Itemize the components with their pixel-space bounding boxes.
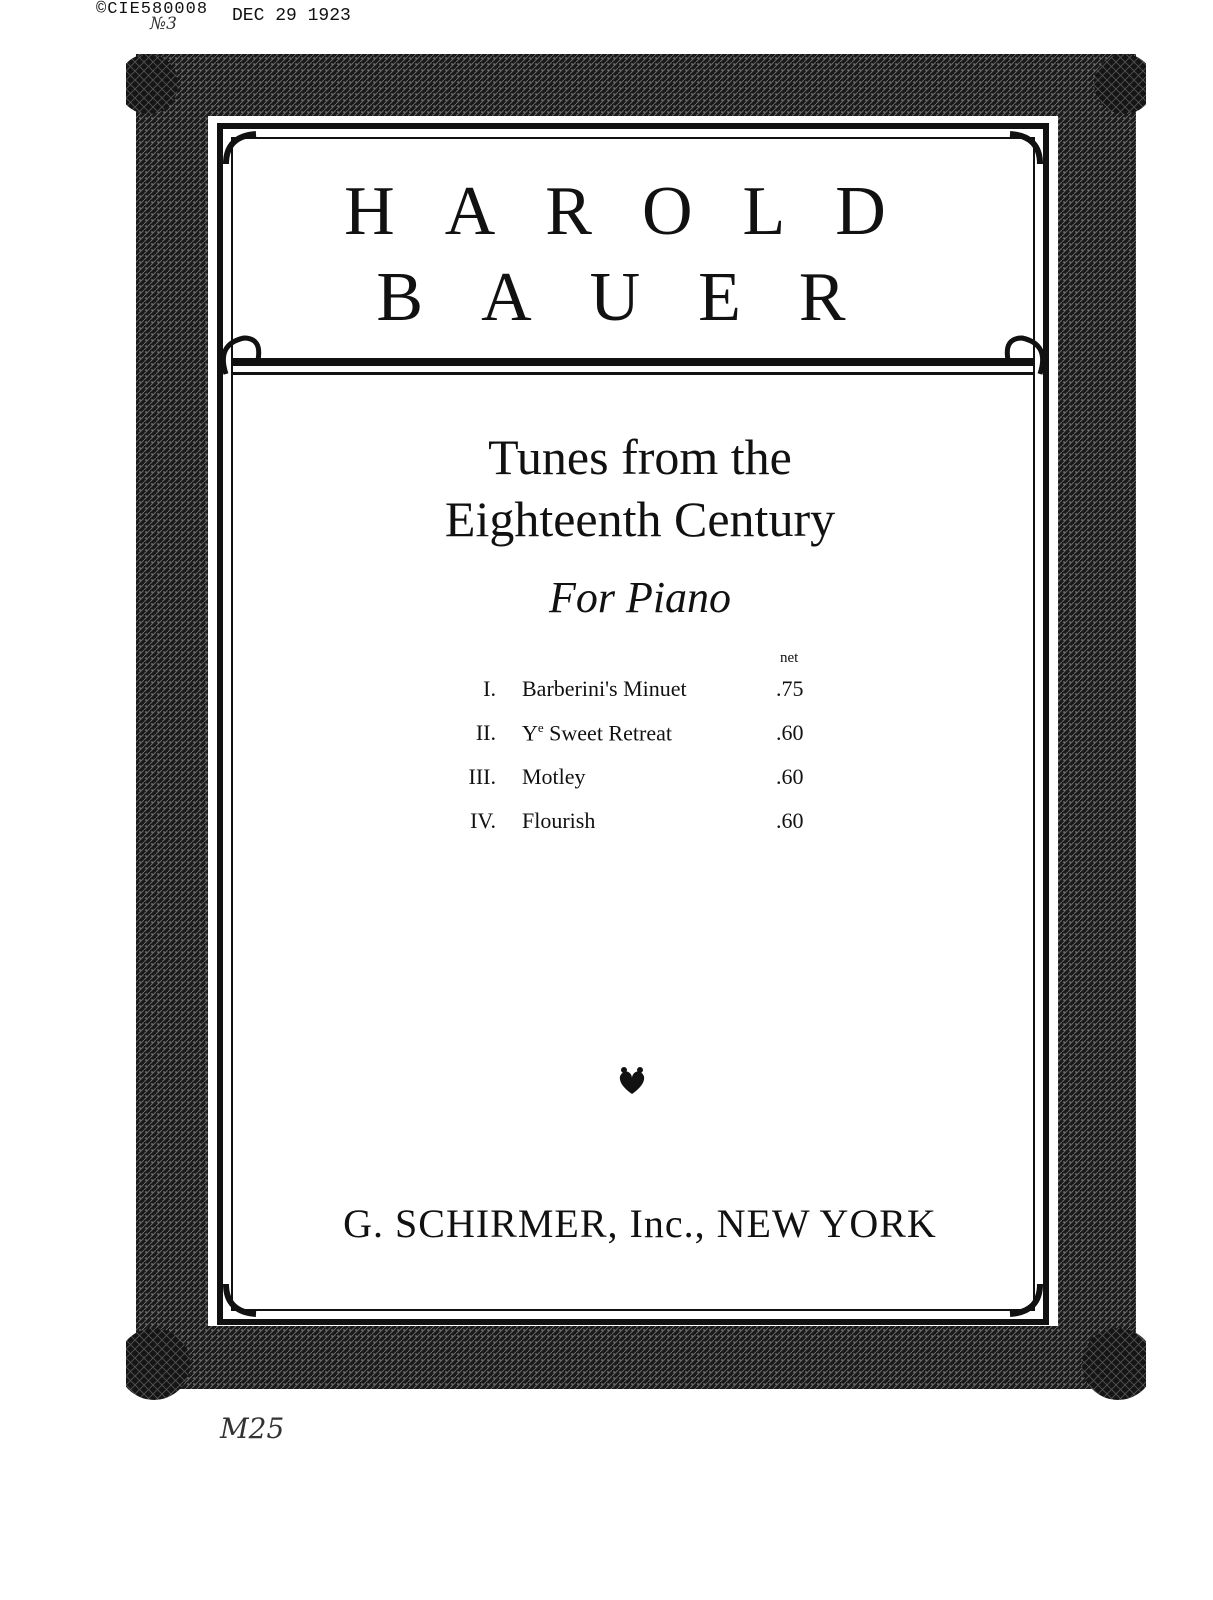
tune-numeral: IV. <box>470 808 496 833</box>
tune-title: Barberini's Minuet <box>522 676 687 701</box>
handwritten-shelf-mark: M25 <box>220 1412 285 1445</box>
fleuron-icon <box>614 1064 650 1100</box>
copyright-stamp-code: ©CIE580008 <box>96 0 209 19</box>
tune-title: Motley <box>522 764 586 789</box>
tune-title <box>522 720 672 746</box>
tune-price: .75 <box>776 676 804 701</box>
tune-title: Flourish <box>522 808 596 833</box>
publisher-imprint: G. SCHIRMER, Inc., NEW YORK <box>343 1201 937 1246</box>
composer-first-name <box>240 172 1040 252</box>
tune-title-superscript: e <box>537 720 544 735</box>
date-stamp: DEC 29 1923 <box>232 6 351 26</box>
list-item <box>440 764 860 808</box>
tune-numeral: I. <box>483 676 496 701</box>
tune-price: .60 <box>776 764 804 789</box>
composer-last-name <box>240 258 1040 338</box>
title-line-2: Eighteenth Century <box>444 491 836 547</box>
list-item <box>440 808 860 852</box>
title-line-1: Tunes from the <box>488 429 792 485</box>
subtitle: For Piano <box>548 573 732 622</box>
handwritten-note: №3 <box>150 14 177 34</box>
tune-title-prefix: Y <box>522 720 538 746</box>
tune-numeral: III. <box>468 764 496 789</box>
tune-price: .60 <box>776 720 804 745</box>
list-item <box>440 676 860 720</box>
list-item <box>440 720 860 764</box>
price-header: net <box>780 650 799 666</box>
first-name-text: HAROLD <box>344 173 936 250</box>
tune-numeral: II. <box>475 720 496 745</box>
tune-title-rest: Sweet Retreat <box>543 720 672 746</box>
last-name-text: BAUER <box>376 259 904 336</box>
tune-price: .60 <box>776 808 804 833</box>
